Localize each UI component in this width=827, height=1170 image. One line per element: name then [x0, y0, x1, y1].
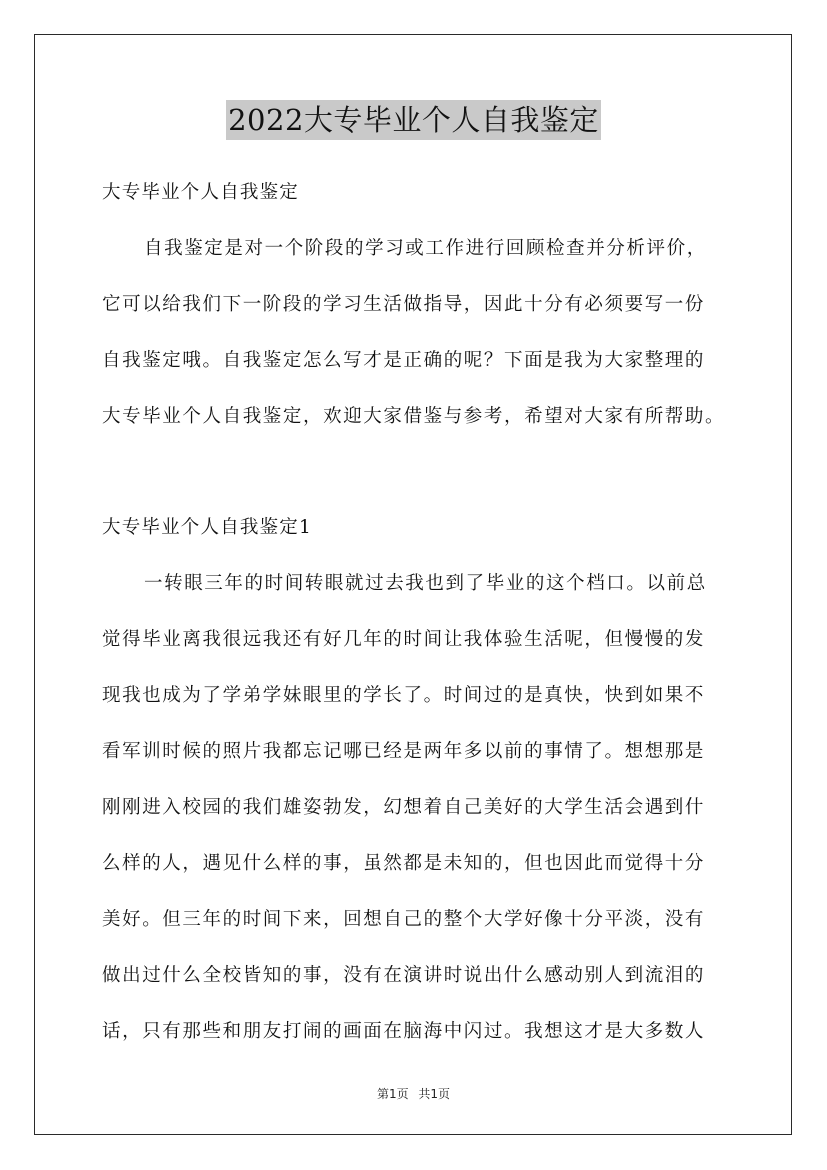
- sub-heading: 大专毕业个人自我鉴定1: [102, 517, 312, 538]
- body-line: 话，只有那些和朋友打闹的画面在脑海中闪过。我想这才是大多数人: [102, 1021, 706, 1042]
- intro-line: 它可以给我们下一阶段的学习生活做指导，因此十分有必须要写一份: [102, 294, 706, 315]
- body-line: 做出过什么全校皆知的事，没有在演讲时说出什么感动别人到流泪的: [102, 965, 706, 986]
- page-footer: [0, 1085, 827, 1102]
- title-container: [0, 100, 827, 140]
- document-title: 2022大专毕业个人自我鉴定: [226, 100, 601, 140]
- body-line: 刚刚进入校园的我们雄姿勃发，幻想着自己美好的大学生活会遇到什: [102, 797, 706, 818]
- intro-line: 大专毕业个人自我鉴定，欢迎大家借鉴与参考，希望对大家有所帮助。: [102, 406, 726, 427]
- body-line: 美好。但三年的时间下来，回想自己的整个大学好像十分平淡，没有: [102, 909, 706, 930]
- body-line: 觉得毕业离我很远我还有好几年的时间让我体验生活呢，但慢慢的发: [102, 629, 706, 650]
- body-line: 么样的人，遇见什么样的事，虽然都是未知的，但也因此而觉得十分: [102, 853, 706, 874]
- document-body: [102, 178, 742, 1073]
- paragraph-gap: [102, 458, 742, 513]
- total-pages: 共1页: [418, 1087, 451, 1101]
- page-number: 第1页: [376, 1087, 409, 1101]
- body-line: 现我也成为了学弟学妹眼里的学长了。时间过的是真快，快到如果不: [102, 685, 706, 706]
- intro-line: 自我鉴定哦。自我鉴定怎么写才是正确的呢？下面是我为大家整理的: [102, 350, 706, 371]
- body-line: 看军训时候的照片我都忘记哪已经是两年多以前的事情了。想想那是: [102, 741, 706, 762]
- intro-line: 自我鉴定是对一个阶段的学习或工作进行回顾检查并分析评价，: [144, 238, 707, 259]
- section-heading: 大专毕业个人自我鉴定: [102, 182, 300, 203]
- body-line: 一转眼三年的时间转眼就过去我也到了毕业的这个档口。以前总: [144, 573, 707, 594]
